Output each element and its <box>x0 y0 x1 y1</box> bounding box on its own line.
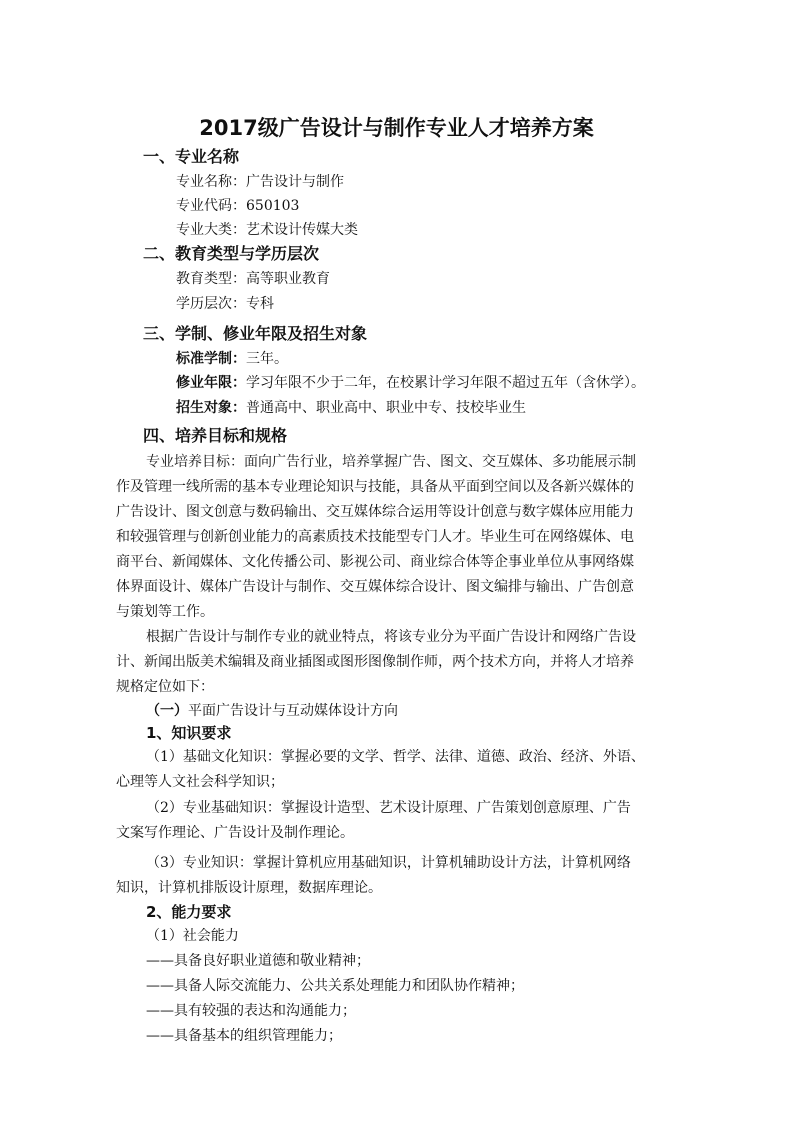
enrollment-target-label: 招生对象： <box>176 400 246 416</box>
major-name-line: 专业名称：广告设计与制作 <box>176 174 344 190</box>
paragraph-line: 和较强管理与创新创业能力的高素质技术技能型专门人才。毕业生可在网络媒体、电 <box>116 529 634 545</box>
ability-line: ——具备人际交流能力、公共关系处理能力和团队协作精神； <box>146 978 524 994</box>
study-duration-label: 修业年限： <box>176 375 246 391</box>
knowledge-item-line: 心理等人文社会科学知识； <box>116 774 284 790</box>
document-title: 2017级广告设计与制作专业人才培养方案 <box>199 116 594 140</box>
paragraph-line: 规格定位如下： <box>116 679 214 695</box>
study-duration-line <box>176 373 645 393</box>
ability-heading: 2、能力要求 <box>146 903 232 921</box>
paragraph-line: 体界面设计、媒体广告设计与制作、交互媒体综合设计、图文编排与输出、广告创意 <box>116 579 634 595</box>
section-heading-1: 一、专业名称 <box>143 147 240 166</box>
paragraph-line: 根据广告设计与制作专业的就业特点，将该专业分为平面广告设计和网络广告设 <box>146 629 636 645</box>
ability-subheading: （1）社会能力 <box>146 928 239 944</box>
ability-line: ——具有较强的表达和沟通能力； <box>146 1003 356 1019</box>
paragraph-line: 商平台、新闻媒体、文化传播公司、影视公司、商业综合体等企事业单位从事网络媒 <box>116 554 634 570</box>
major-category-line: 专业大类：艺术设计传媒大类 <box>176 222 358 238</box>
knowledge-item-line: （1）基础文化知识：掌握必要的文学、哲学、法律、道德、政治、经济、外语、 <box>146 749 645 765</box>
enrollment-target-line <box>176 398 526 418</box>
paragraph-line: 计、新闻出版美术编辑及商业插图或图形图像制作师，两个技术方向，并将人才培养 <box>116 654 634 670</box>
knowledge-item-line: （3）专业知识：掌握计算机应用基础知识，计算机辅助设计方法，计算机网络 <box>146 855 631 871</box>
paragraph-line: 广告设计、图文创意与数码输出、交互媒体综合运用等设计创意与数字媒体应用能力 <box>116 504 634 520</box>
knowledge-item-line: 文案写作理论、广告设计及制作理论。 <box>116 825 354 841</box>
direction-heading <box>146 701 398 721</box>
study-duration-value: 学习年限不少于二年，在校累计学习年限不超过五年（含休学）。 <box>246 375 645 391</box>
paragraph-line: 与策划等工作。 <box>116 604 214 620</box>
section-heading-3: 三、学制、修业年限及招生对象 <box>143 324 368 343</box>
schooling-line <box>176 349 288 369</box>
paragraph-line: 作及管理一线所需的基本专业理论知识与技能，具备从平面到空间以及各新兴媒体的 <box>116 479 634 495</box>
knowledge-item-line: （2）专业基础知识：掌握设计造型、艺术设计原理、广告策划创意原理、广告 <box>146 800 631 816</box>
major-code-line: 专业代码：650103 <box>176 198 300 214</box>
direction-label: （一） <box>146 703 188 719</box>
knowledge-item-line: 知识，计算机排版设计原理，数据库理论。 <box>116 880 382 896</box>
education-type-line: 教育类型：高等职业教育 <box>176 271 330 287</box>
education-level-line: 学历层次：专科 <box>176 296 274 312</box>
section-heading-2: 二、教育类型与学历层次 <box>143 244 320 263</box>
ability-line: ——具备良好职业道德和敬业精神； <box>146 953 370 969</box>
knowledge-heading: 1、知识要求 <box>146 724 232 742</box>
paragraph-line: 专业培养目标：面向广告行业，培养掌握广告、图文、交互媒体、多功能展示制 <box>146 454 636 470</box>
section-heading-4: 四、培养目标和规格 <box>143 426 288 445</box>
ability-line: ——具备基本的组织管理能力； <box>146 1028 342 1044</box>
direction-text: 平面广告设计与互动媒体设计方向 <box>188 703 398 719</box>
enrollment-target-value: 普通高中、职业高中、职业中专、技校毕业生 <box>246 400 526 416</box>
schooling-value: 三年。 <box>246 351 288 367</box>
schooling-label: 标准学制： <box>176 351 246 367</box>
